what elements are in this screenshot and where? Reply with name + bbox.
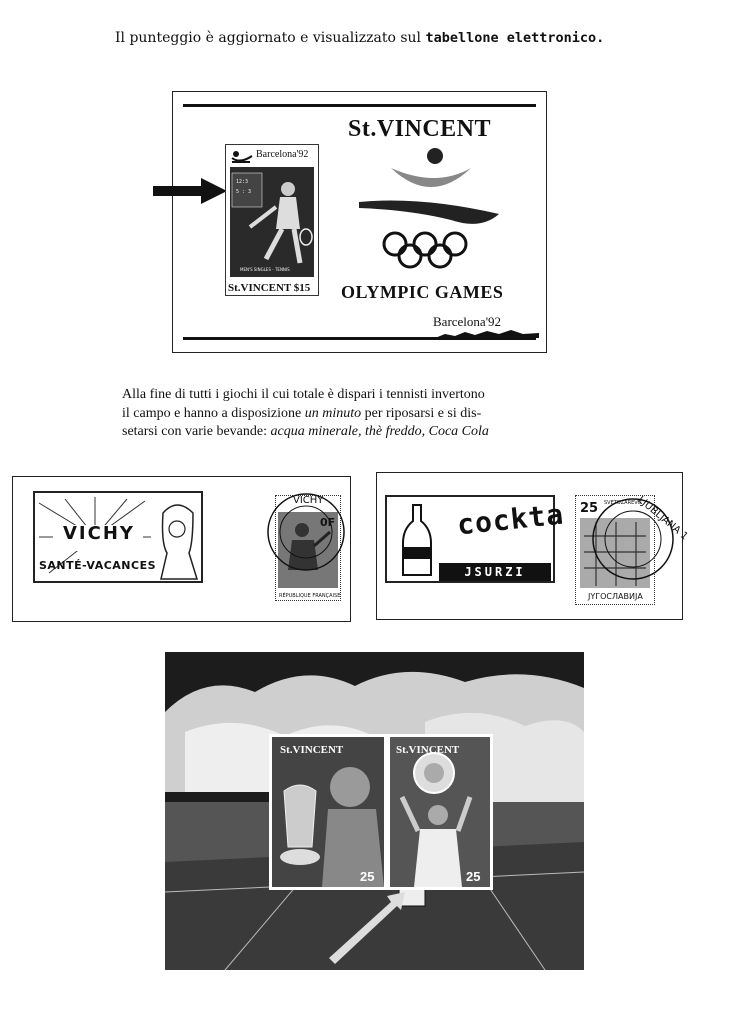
vichy-brand: VICHY: [63, 523, 135, 544]
description-paragraph: [122, 386, 622, 442]
cockta-brand: cockta: [455, 497, 566, 542]
header-text-prefix: Il punteggio è aggiornato e visualizzato sul: [115, 30, 426, 46]
vichy-postmark-text: VICHY: [293, 495, 324, 506]
skyline-icon: [435, 328, 539, 338]
trophy-player-icon: [272, 737, 384, 887]
sheet-top-rule: [183, 104, 536, 107]
paragraph-line-3: [122, 423, 622, 442]
vichy-postmark-icon: [263, 489, 349, 575]
header-text-bold: tabellone elettronico.: [425, 30, 605, 46]
tennis-player-icon: [230, 167, 314, 277]
olympic-rings-icon: [381, 230, 481, 270]
ljubljana-postmark-icon: [585, 491, 690, 587]
barcelona-emblem-icon: [230, 148, 254, 166]
svg-text:12:3: 12:3: [236, 179, 249, 185]
vichy-stamp-value: 0F: [320, 516, 336, 529]
header-text: [115, 30, 675, 46]
vichy-cover: [12, 476, 351, 622]
sheet-venue: Barcelona'92: [433, 314, 502, 329]
ljubljana-postmark-text: LJUBLJANA 1: [635, 494, 690, 543]
vichy-stamp-country: RÉPUBLIQUE FRANÇAISE: [279, 593, 341, 599]
cockta-stamp-country: JYГОСЛАВИЈА: [588, 592, 643, 601]
vichy-cancel-slogan: [33, 491, 203, 583]
line-3-prefix: setarsi con varie bevande:: [122, 424, 271, 439]
sheet-country-title: St.VINCENT: [348, 116, 492, 142]
vichy-slogan: SANTÉ-VACANCES: [39, 559, 157, 572]
olympic-souvenir-sheet: [172, 91, 547, 353]
line-3-italic: acqua minerale, thè freddo, Coca Cola: [270, 424, 489, 439]
stamp-tennis-photo: [230, 167, 314, 277]
tennis-souvenir-sheet: [165, 652, 584, 970]
stamp-caption: St.VINCENT $15: [228, 282, 311, 294]
barcelona-logo-icon: [351, 146, 511, 230]
cockta-band: JSURZI: [439, 563, 551, 581]
line-2-prefix: il campo e hanno a disposizione: [122, 405, 305, 421]
sheet-games-title: OLYMPIC GAMES: [341, 282, 504, 302]
tennis-stamp-left: [269, 734, 387, 890]
svg-text:5 : 3: 5 : 3: [236, 189, 252, 195]
cockta-cancel-slogan: [385, 495, 566, 583]
tennis-stamp-right: [387, 734, 493, 890]
paragraph-line-1: Alla fine di tutti i giochi il cui totale è dispari i tennisti invertono: [122, 387, 485, 402]
left-stamp-country: St.VINCENT: [280, 744, 344, 756]
bottle-icon: [393, 503, 443, 579]
stamp-small-text: MEN'S SINGLES - TENNIS: [240, 267, 290, 272]
plate-trophy-player-icon: [390, 737, 490, 887]
paragraph-line-2: [122, 405, 622, 424]
cockta-stamp-top: SVETOZAREVO: [604, 500, 642, 506]
left-stamp-value: 25: [360, 869, 375, 884]
right-stamp-country: St.VINCENT: [396, 744, 460, 756]
line-2-suffix: per riposarsi e si dis-: [361, 405, 482, 421]
line-2-italic: un minuto: [304, 405, 362, 421]
right-stamp-value: 25: [466, 869, 481, 884]
tennis-stamp: [225, 144, 319, 296]
cockta-stamp-value: 25: [580, 501, 599, 516]
stamp-venue: Barcelona'92: [256, 149, 309, 160]
pointer-arrow-icon: [153, 176, 229, 206]
cockta-cover: [376, 472, 690, 620]
